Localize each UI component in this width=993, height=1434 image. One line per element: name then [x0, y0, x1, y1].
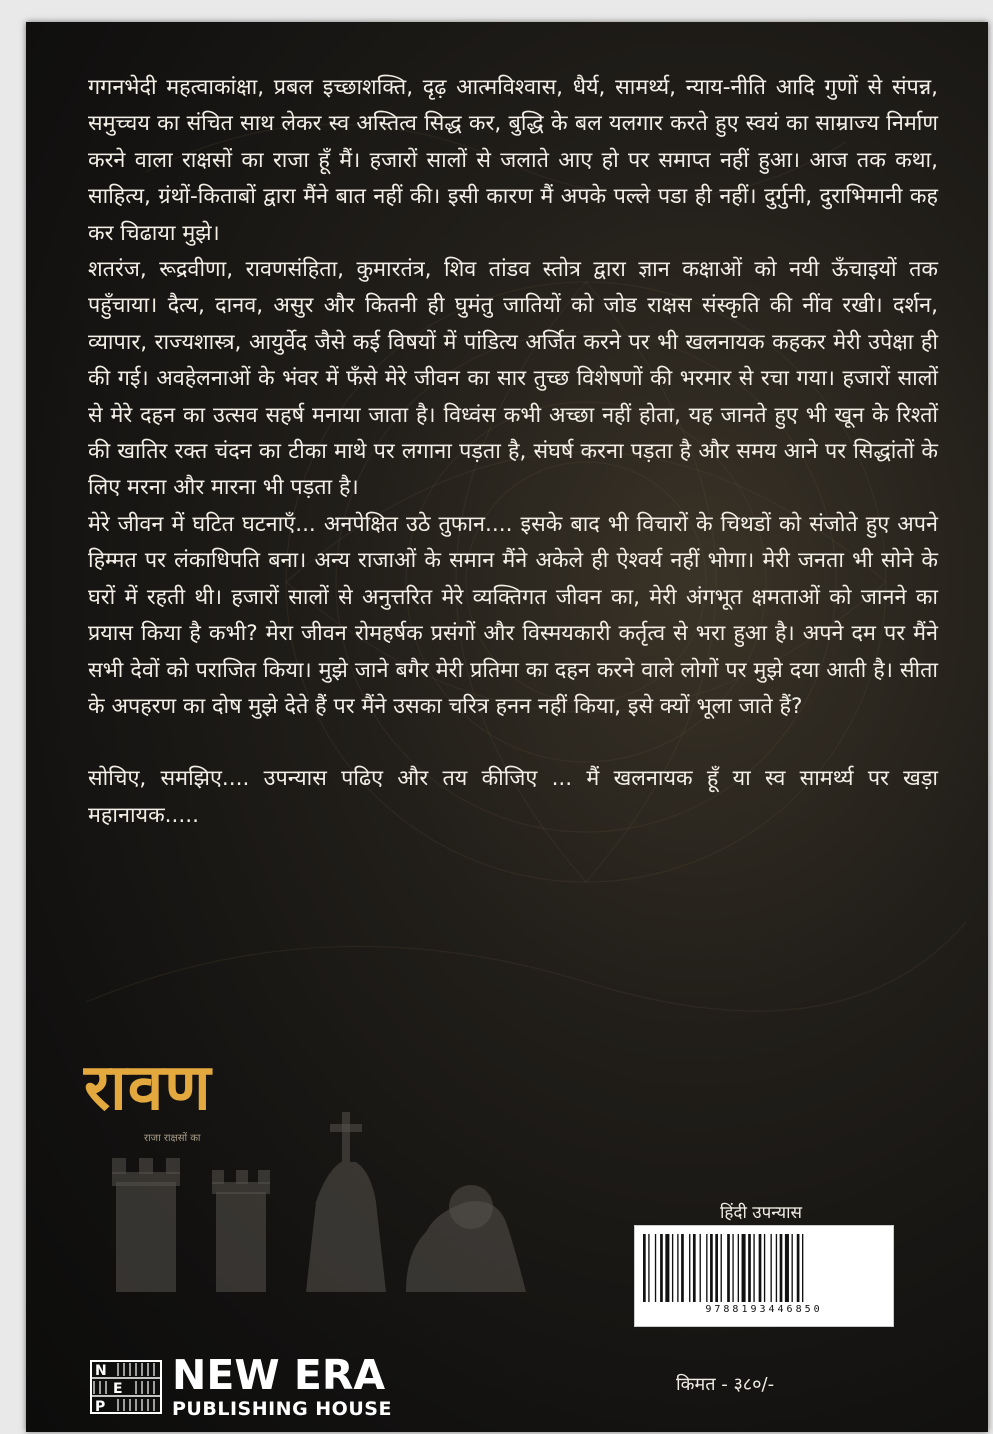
book-logo-subtitle: राजा राक्षसों का — [144, 1133, 201, 1144]
monogram-n: N — [95, 1363, 107, 1379]
barcode-bar — [665, 1234, 669, 1302]
blurb-paragraph-4: सोचिए, समझिए.... उपन्यास पढिए और तय कीजिए ... मैं खलनायक हूँ या स्व सामर्थ्य पर खड़ा महानायक..... — [88, 766, 938, 828]
barcode-bar — [797, 1234, 800, 1302]
barcode-bar — [732, 1234, 733, 1302]
barcode-bar — [655, 1234, 656, 1302]
barcode-bar — [700, 1234, 701, 1302]
barcode-bar — [771, 1234, 772, 1302]
monogram-p: P — [95, 1399, 106, 1414]
barcode-bar — [792, 1234, 793, 1302]
monogram-e: E — [113, 1381, 123, 1397]
barcode-bar — [710, 1234, 713, 1302]
barcode-bar — [706, 1234, 707, 1302]
book-logo-title: रावण — [84, 1050, 212, 1125]
isbn-barcode — [634, 1225, 894, 1327]
barcode-bar — [643, 1234, 646, 1302]
back-cover — [26, 22, 988, 1432]
barcode-bar — [753, 1234, 754, 1302]
barcode-bar — [764, 1234, 765, 1302]
publisher-monogram-icon — [90, 1360, 162, 1414]
barcode-bar — [780, 1234, 783, 1302]
isbn-number: 9788193446850 — [705, 1304, 823, 1315]
barcode-bar — [776, 1234, 777, 1302]
barcode-bar — [727, 1234, 730, 1302]
genre-label: हिंदी उपन्यास — [719, 1203, 802, 1223]
barcode-bar — [748, 1234, 751, 1302]
barcode-bar — [742, 1234, 746, 1302]
price-label: किमत - ३८०/- — [676, 1374, 775, 1395]
blurb-paragraph-2: शतरंज, रूद्रवीणा, रावणसंहिता, कुमारतंत्र, शिव तांडव स्तोत्र द्वारा ज्ञान कक्षाओं को नयी ऊँचाइयों तक पहुँचाया। दैत्य, दानव, असुर और कितनी ही घुमंतु जातियों को जोड राक्षस संस्कृति की नींव रखी। दर्शन, व्यापार, राज्यशास्त्र, आयुर्वेद जैसे कई विषयों में पांडित्य अर्जित करने पर भी खलनायक कहकर मेरी उपेक्षा ही की गई। अवहेलनाओं के भंवर में फँसे मेरे जीवन का सार तुच्छ विशेषणों की भरमार से रचा गया। हजारों सालों से मेरे दहन का उत्सव सहर्ष मनाया जाता है। विध्वंस कभी अच्छा नहीं होता, यह जानते हुए भी खून के रिश्तों की खातिर रक्त चंदन का टीका माथे पर लगाना पड़ता है, संघर्ष करना पड़ता है और समय आने पर सिद्धांतों के लिए मरना और मारना भी पड़ता है। — [88, 257, 938, 501]
barcode-bar — [693, 1234, 696, 1302]
barcode-bar — [802, 1234, 803, 1302]
blurb-text — [88, 70, 938, 834]
barcode-bar — [738, 1234, 739, 1302]
barcode-bar — [677, 1234, 678, 1302]
barcode-bar — [715, 1234, 718, 1302]
barcode-bar — [648, 1234, 649, 1302]
barcode-bar — [759, 1234, 762, 1302]
barcode-bar — [785, 1234, 789, 1302]
blurb-paragraph-3: मेरे जीवन में घटित घटनाएँ... अनपेक्षित उठे तुफान.... इसके बाद भी विचारों के चिथडों को संजोते हुए अपने हिम्मत पर लंकाधिपति बना। अन्य राजाओं के समान मैंने अकेले ही ऐश्वर्य नहीं भोगा। मेरी जनता भी सोने के घरों में रहती थी। हजारों सालों से अनुत्तरित मेरे व्यक्तिगत जीवन का, मेरी अंगभूत क्षमताओं को जानने का प्रयास किया है कभी? मेरा जीवन रोमहर्षक प्रसंगों और विस्मयकारी कर्तृत्व से भरा हुआ है। अपने दम पर मैंने सभी देवों को पराजित किया। मुझे जाने बगैर मेरी प्रतिमा का दहन करने वाले लोगों पर मुझे दया आती है। सीता के अपहरण का दोष मुझे देते हैं पर मैंने उसका चरित्र हनन नहीं किया, इसे क्यों भूला जाते हैं? — [88, 511, 938, 719]
barcode-bars — [643, 1234, 885, 1304]
barcode-bar — [681, 1234, 684, 1302]
publisher-subtitle: PUBLISHING HOUSE — [172, 1398, 392, 1420]
blurb-paragraph-1: गगनभेदी महत्वाकांक्षा, प्रबल इच्छाशक्ति, दृढ़ आत्मविश्वास, धैर्य, सामर्थ्य, न्याय-नीति आदि गुणों से संपन्न, समुच्चय का संचित साथ लेकर स्व अस्तित्व सिद्ध कर, बुद्धि के बल यलगार करते हुए स्वयं का साम्राज्य निर्माण करने वाला राक्षसों का राजा हूँ मैं। हजारों सालों से जलाते आए हो पर समाप्त नहीं हुआ। आज तक कथा, साहित्य, ग्रंथों-किताबों द्वारा मैंने बात नहीं की। इसी कारण मैं अपके पल्ले पडा ही नहीं। दुर्गुनी, दुराभिमानी कह कर चिढाया मुझे। — [88, 75, 938, 246]
publisher-name: NEW ERA — [172, 1351, 386, 1399]
barcode-bar — [672, 1234, 673, 1302]
barcode-bar — [721, 1234, 722, 1302]
barcode-bar — [660, 1234, 663, 1302]
barcode-bar — [689, 1234, 690, 1302]
